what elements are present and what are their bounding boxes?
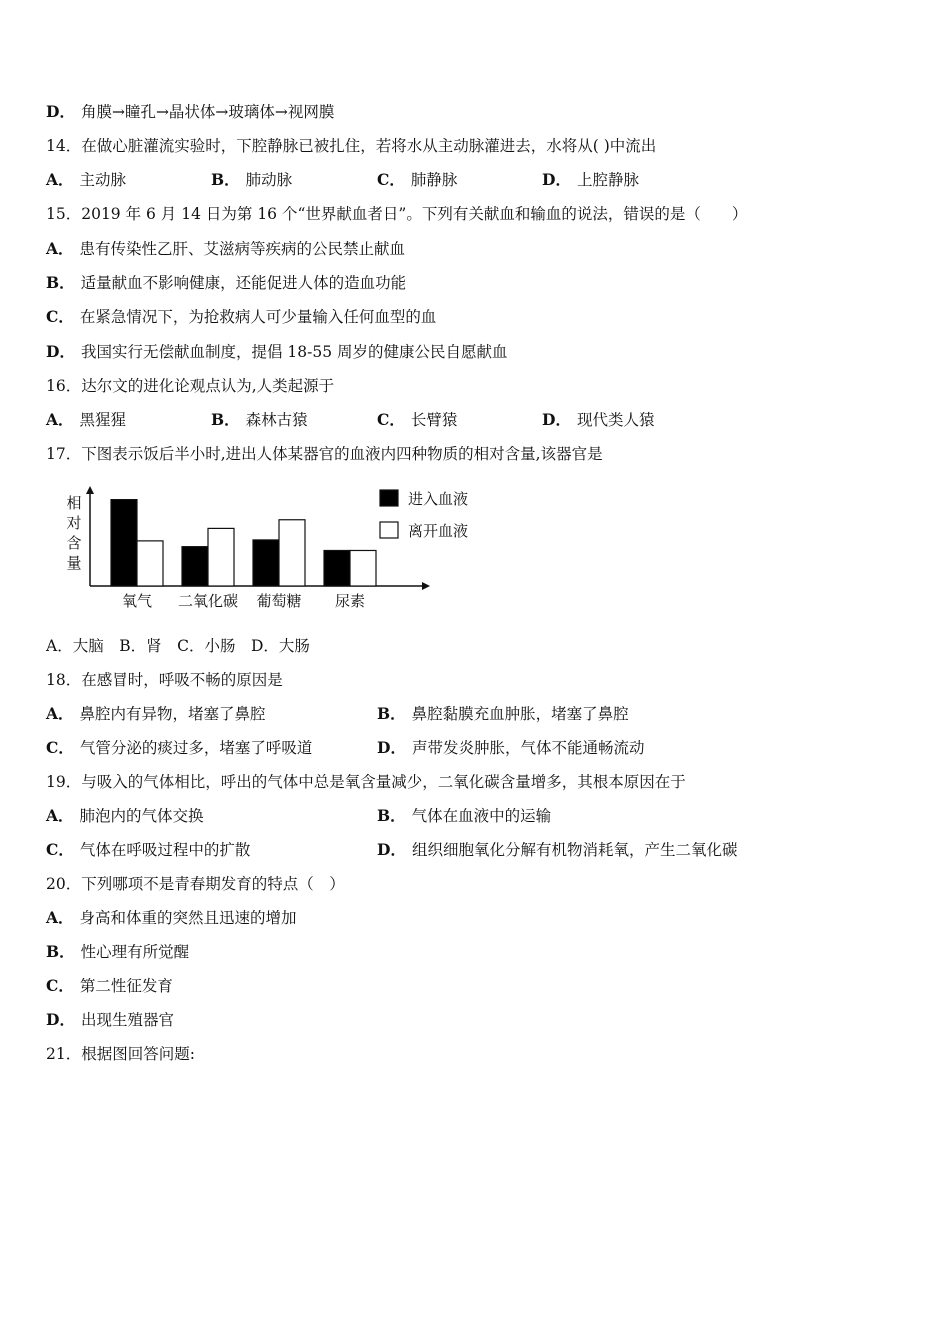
option-text: 鼻腔黏膜充血肿胀，堵塞了鼻腔 [411,705,629,723]
q19-option-a [46,806,204,826]
option-label: D． [377,738,406,757]
option-text: 主动脉 [79,171,127,189]
x-tick-label: 尿素 [334,592,366,610]
q16-stem: 16．达尔文的进化论观点认为,人类起源于 [46,377,335,395]
option-text: 气管分泌的痰过多，堵塞了呼吸道 [79,739,313,757]
q18-option-a [46,704,266,724]
option-text: 患有传染性乙肝、艾滋病等疾病的公民禁止献血 [79,240,406,258]
y-axis-label-char: 含 [66,534,82,552]
q16-option-a [46,410,126,430]
q17-options [46,636,310,656]
option-label: D． [377,840,406,859]
option-text: 肺泡内的气体交换 [79,807,204,825]
option-text: 肺静脉 [410,171,458,189]
q18-option-d [377,738,644,758]
bar-leave-0 [137,541,163,586]
option-label: A． [46,410,74,429]
bar-enter-2 [253,540,279,586]
q20-option-d [46,1010,174,1030]
bar-leave-1 [208,528,234,586]
q20-option-b [46,942,189,962]
y-axis-label-char: 量 [66,554,82,572]
option-label: B． [211,170,240,189]
option-label: C． [377,170,405,189]
q14-stem: 14．在做心脏灌流实验时，下腔静脉已被扎住，若将水从主动脉灌进去，水将从( )中流出 [46,137,657,155]
option-text: 气体在呼吸过程中的扩散 [79,841,251,859]
option-label: B． [211,410,240,429]
legend-swatch [380,490,398,506]
q19-option-c [46,840,250,860]
option-text: 肺动脉 [245,171,293,189]
option-label: A． [46,704,74,723]
q14-option-b [211,170,292,190]
q18-option-c [46,738,312,758]
bar-enter-3 [324,550,350,586]
q16-option-b [211,410,308,430]
x-tick-label: 二氧化碳 [177,592,239,610]
option-text: 性心理有所觉醒 [80,943,190,961]
q19-stem: 19．与吸入的气体相比，呼出的气体中总是氧含量减少，二氧化碳含量增多，其根本原因在于 [46,773,686,791]
y-axis-label-char: 相 [66,494,82,512]
bar-chart [62,480,492,615]
option-label: D． [46,1010,75,1029]
q16-option-d [542,410,654,430]
q17-stem: 17．下图表示饭后半小时,进出人体某器官的血液内四种物质的相对含量,该器官是 [46,445,603,463]
q20-stem: 20．下列哪项不是青春期发育的特点（ ） [46,875,345,893]
option-label: C． [46,738,74,757]
option-label: D． [46,342,75,361]
q19-option-b [377,806,551,826]
option-text: 声带发炎肿胀，气体不能通畅流动 [411,739,645,757]
bar-enter-1 [182,547,208,586]
option-label: B． [377,806,406,825]
option-text: 组织细胞氧化分解有机物消耗氧，产生二氧化碳 [411,841,738,859]
option-text: 身高和体重的突然且迅速的增加 [79,909,297,927]
option-text: 角膜→瞳孔→晶状体→玻璃体→视网膜 [80,103,335,121]
q20-option-c [46,976,173,996]
q15-option-b [46,273,406,293]
option-text: 我国实行无偿献血制度，提倡 18-55 周岁的健康公民自愿献血 [80,343,508,361]
option-label: B． [46,273,75,292]
option-label: D． [542,410,571,429]
option-label: C． [46,307,74,326]
y-axis-label-char: 对 [66,514,82,532]
q21-stem: 21．根据图回答问题: [46,1045,195,1063]
option-text: 长臂猿 [410,411,458,429]
option-label: A． [46,806,74,825]
q18-stem: 18．在感冒时，呼吸不畅的原因是 [46,671,283,689]
option-label: A． [46,908,74,927]
q14-option-a [46,170,126,190]
option-label: C． [377,410,405,429]
bar-leave-2 [279,520,305,586]
option-label: C． [46,976,74,995]
bar-leave-3 [350,550,376,586]
option-text: 气体在血液中的运输 [411,807,552,825]
option-label: A． [46,170,74,189]
q14-option-d [542,170,639,190]
option-label: C． [46,840,74,859]
q18-option-b [377,704,629,724]
y-axis-label [66,494,81,572]
option-text: 鼻腔内有异物，堵塞了鼻腔 [79,705,266,723]
x-axis-arrow [422,582,430,590]
q16-option-c [377,410,457,430]
option-label: A． [46,239,74,258]
option-text: 黑猩猩 [79,411,127,429]
option-label: D． [542,170,571,189]
option-text: 现代类人猿 [576,411,655,429]
option-label: B． [377,704,406,723]
q15-stem: 15．2019 年 6 月 14 日为第 16 个“世界献血者日”。下列有关献血和输血的说法，错误的是（ ） [46,205,748,223]
legend-label: 进入血液 [408,490,469,508]
q15-option-a [46,239,405,259]
option-text: 在紧急情况下，为抢救病人可少量输入任何血型的血 [79,308,437,326]
q14-option-c [377,170,457,190]
q20-option-a [46,908,297,928]
x-tick-label: 葡萄糖 [256,592,302,610]
option-label: D． [46,102,75,121]
y-axis-arrow [86,486,94,494]
x-tick-label: 氧气 [121,592,153,610]
option-text: 出现生殖器官 [80,1011,174,1029]
q19-option-d [377,840,737,860]
bar-enter-0 [111,500,137,586]
q15-option-c [46,307,436,327]
q17-options-text: A．大脑 B．肾 C．小肠 D．大肠 [46,637,310,655]
option-text: 森林古猿 [245,411,308,429]
q15-option-d [46,342,508,362]
q13-option-d [46,102,334,122]
option-text: 上腔静脉 [576,171,639,189]
legend-swatch [380,522,398,538]
legend-label: 离开血液 [408,522,469,540]
option-text: 第二性征发育 [79,977,173,995]
option-text: 适量献血不影响健康，还能促进人体的造血功能 [80,274,407,292]
option-label: B． [46,942,75,961]
